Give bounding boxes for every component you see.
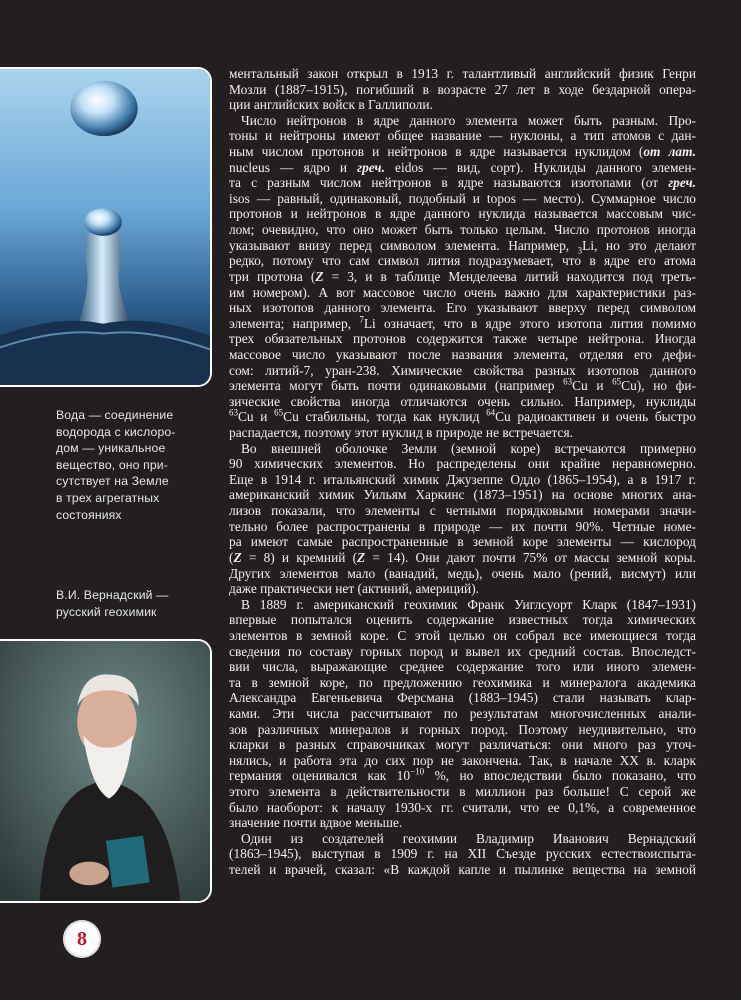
text-line <box>229 566 696 582</box>
text-line <box>229 675 696 691</box>
text-run: 3 <box>577 245 583 256</box>
text-line <box>229 862 696 878</box>
text-run: зические свойства иногда отличаются очень сильно. Например, нуклиды <box>229 393 696 409</box>
text-line <box>229 160 696 176</box>
text-line <box>229 66 696 82</box>
text-run: лом; очевидно, что оно может быть только целым. Число протонов иногда <box>229 222 696 238</box>
article-text <box>229 66 696 878</box>
text-line <box>229 222 696 238</box>
text-line <box>229 846 696 862</box>
text-run: ра имеют самые распространенные в земной коре элементы — кислород <box>229 534 696 550</box>
text-line <box>229 722 696 738</box>
text-line <box>229 534 696 550</box>
text-run: 63 <box>229 407 238 418</box>
text-line <box>229 800 696 816</box>
text-run: распадается, поэтому этот нуклид в природе не встречается. <box>229 425 573 441</box>
text-run: −10 <box>410 766 425 777</box>
text-line <box>229 128 696 144</box>
caption-line: состояниях <box>56 507 122 522</box>
text-run: этого элемента в действительности в миллион раз больше! С серой же <box>229 784 696 800</box>
text-line <box>229 425 696 441</box>
text-run: Z <box>315 268 324 284</box>
text-line <box>229 191 696 207</box>
text-run: Cu и <box>572 378 613 394</box>
text-run: Cu), но фи- <box>621 378 696 394</box>
text-run: редко, потому что сам символ лития подразумевает, что в ядре его атома <box>229 253 696 269</box>
text-run: Li означает, что в ядре этого изотопа лития помимо <box>363 315 696 331</box>
text-run: тельно более распространены в природе — их почти 90%. Четные номе- <box>229 518 696 534</box>
text-run: isos — равный, одинаковый, подобный и topos — место). Суммарное число <box>229 190 696 206</box>
caption-line: в трех агрегатных <box>56 490 160 505</box>
text-line <box>229 597 696 613</box>
text-run: Cu стабильны, тогда как нуклид <box>283 409 487 425</box>
text-run: Cu и <box>238 409 275 425</box>
water-drop-photo <box>0 67 212 387</box>
text-line <box>229 206 696 222</box>
caption-line: сутствует на Земле <box>56 474 169 489</box>
caption-line: дом — уникальное <box>56 441 166 456</box>
text-line <box>229 363 696 379</box>
text-run: Число нейтронов в ядре данного элемента может быть разным. Про- <box>241 112 696 128</box>
caption-line: Вода — соединение <box>56 408 174 422</box>
text-run: 63 <box>563 376 573 387</box>
text-run: значение почти вдвое меньше. <box>229 815 403 831</box>
vernadsky-caption <box>56 587 206 620</box>
text-run: протонов и нейтронов в ядре данного нуклида называется массовым чис- <box>229 206 696 222</box>
text-run: им номером). А вот массовое число очень важно для характеристики раз- <box>229 284 696 300</box>
text-run: ным числом протонов и нейтронов в ядре называется нуклидом ( <box>229 144 644 160</box>
text-run: кларки в разных справочниках могут различаться: они много раз уточ- <box>229 737 696 753</box>
text-line <box>229 737 696 753</box>
text-line <box>229 300 696 316</box>
text-run: элементов в земной коре. С этой целью он собрал все имеющиеся тогда <box>229 627 696 643</box>
text-run: элемента; например, <box>229 315 360 331</box>
text-line <box>229 97 696 113</box>
text-run: %, но впоследствии было показано, что <box>424 768 696 784</box>
caption-line: русский геохимик <box>56 604 157 619</box>
text-run: 7 <box>359 314 364 325</box>
text-run: Li, но это делают <box>582 237 696 253</box>
text-line <box>229 82 696 98</box>
caption-line: В.И. Вернадский — <box>56 588 169 602</box>
text-run: nucleus — ядро и <box>229 159 358 175</box>
text-line <box>229 238 696 254</box>
text-run: даже практически нет (актиний, америций). <box>229 581 480 597</box>
text-line <box>229 409 696 425</box>
text-line <box>229 456 696 472</box>
text-run: Cu радиоактивен и очень быстро <box>495 409 696 425</box>
text-line <box>229 394 696 410</box>
text-line <box>229 331 696 347</box>
text-run: 65 <box>274 407 284 418</box>
text-run: элемента могут быть почти одинаковыми (например <box>229 378 564 394</box>
text-run: впервые попытался оценить содержание известных тогда химических <box>229 612 696 628</box>
text-run: телей и врачей, сказал: «В каждой капле и пылинке вещества на земной <box>229 862 696 878</box>
text-line <box>229 659 696 675</box>
text-run: трех обязательных протонов содержится также четыре нейтрона. Иногда <box>229 331 696 347</box>
text-run: 65 <box>612 376 622 387</box>
text-line <box>229 378 696 394</box>
text-run: американский химик Уильям Харкинс (1873–1951) на основе многих ана- <box>229 487 696 503</box>
text-run: 64 <box>486 407 496 418</box>
text-run: зов различных минералов и горных пород. Поэтому неудивительно, что <box>229 721 696 737</box>
text-run: Александра Евгеньевича Ферсмана (1883–1945) стали называть клар- <box>229 690 696 706</box>
text-line <box>229 144 696 160</box>
text-run: В 1889 г. американский геохимик Франк Уиглсуорт Кларк (1847–1931) <box>241 596 696 612</box>
page-number: 8 <box>77 927 87 950</box>
text-run: Мозли (1887–1915), погибший в возрасте 27 лет в ходе бездарной опера- <box>229 81 696 97</box>
text-run: лизов показали, что элементы с четными порядковыми номерами значи- <box>229 503 696 519</box>
text-line <box>229 768 696 784</box>
text-run: = 3, и в таблице Менделеева литий находится под треть- <box>323 268 696 284</box>
text-line <box>229 441 696 457</box>
text-line <box>229 753 696 769</box>
text-run: вии числа, выражающие среднее содержание того или иного элемен- <box>229 659 696 675</box>
text-run: та с разным числом нейтронов в ядре называются изотопами (от <box>229 175 669 191</box>
text-run: Во внешней оболочке Земли (земной коре) встречаются примерно <box>241 440 696 456</box>
text-run: Один из создателей геохимии Владимир Иванович Вернадский <box>241 830 696 846</box>
text-run: та в земной коре, по предложению геохимика и минералога академика <box>229 674 696 690</box>
text-run: = 8) и кремний ( <box>241 549 358 565</box>
text-run: Других элементов мало (ванадий, медь), очень мало (рений, висмут) или <box>229 565 696 581</box>
text-run: (1863–1945), выступая в 1909 г. на XII Съезде русских естествоиспыта- <box>229 846 696 862</box>
text-run: ции английских войск в Галлиполи. <box>229 97 433 113</box>
text-run: три протона ( <box>229 268 316 284</box>
text-line <box>229 815 696 831</box>
text-line <box>229 472 696 488</box>
text-run: Z <box>357 549 366 565</box>
text-run: = 14). Они дают почти 75% от массы земной коры. <box>365 549 696 565</box>
text-run: ками. Эти числа рассчитывают по результатам многочисленных анали- <box>229 705 696 721</box>
text-run: от лат. <box>643 144 696 160</box>
text-run: Z <box>233 549 242 565</box>
caption-line: водорода с кислоро- <box>56 424 176 439</box>
vernadsky-portrait <box>0 639 212 903</box>
text-run: ных изотопов данного элемента. Его указывают вверху перед символом <box>229 300 696 316</box>
text-run: сом: литий-7, уран-238. Химические свойства разных изотопов данного <box>229 362 696 378</box>
text-line <box>229 519 696 535</box>
text-run: греч. <box>668 175 696 191</box>
water-caption <box>56 407 206 523</box>
text-line <box>229 113 696 129</box>
text-run: германия оценивался как 10 <box>229 768 411 784</box>
text-run: сведения по составу горных пород и вывел их средний состав. Впоследст- <box>229 643 696 659</box>
text-line <box>229 487 696 503</box>
text-run: ментальный закон открыл в 1913 г. талантливый английский физик Генри <box>229 66 696 81</box>
text-run: ( <box>229 549 234 565</box>
text-line <box>229 316 696 332</box>
text-line <box>229 784 696 800</box>
text-run: греч. <box>357 159 385 175</box>
text-line <box>229 285 696 301</box>
page-number-badge <box>63 920 101 958</box>
text-line <box>229 706 696 722</box>
text-line <box>229 628 696 644</box>
text-line <box>229 175 696 191</box>
text-line <box>229 503 696 519</box>
text-line <box>229 269 696 285</box>
text-line <box>229 612 696 628</box>
text-line <box>229 347 696 363</box>
text-run: массовое число указывают после названия элемента, отделяя его дефи- <box>229 346 696 362</box>
text-run: eidos — вид, сорт). Нуклиды данного элемен- <box>384 159 696 175</box>
text-run: указывают внизу перед символом элемента. Например, <box>229 237 578 253</box>
text-line <box>229 644 696 660</box>
text-run: Еще в 1914 г. итальянский химик Джузеппе Оддо (1865–1954), а в 1917 г. <box>229 471 696 487</box>
text-line <box>229 550 696 566</box>
text-run: было наоборот: к началу 1930-х гг. считали, что ее 0,1%, а современное <box>229 799 696 815</box>
text-line <box>229 581 696 597</box>
text-line <box>229 690 696 706</box>
text-line <box>229 253 696 269</box>
text-run: тоны и нейтроны имеют общее название — нуклоны, а тип атомов с дан- <box>229 128 696 144</box>
text-run: 90 химических элементов. Но распределены они крайне неравномерно. <box>229 456 696 472</box>
caption-line: вещество, оно при- <box>56 457 168 472</box>
text-line <box>229 831 696 847</box>
text-run: нялись, и работа эта до сих пор не закончена. Так, в начале XX в. кларк <box>229 752 696 768</box>
